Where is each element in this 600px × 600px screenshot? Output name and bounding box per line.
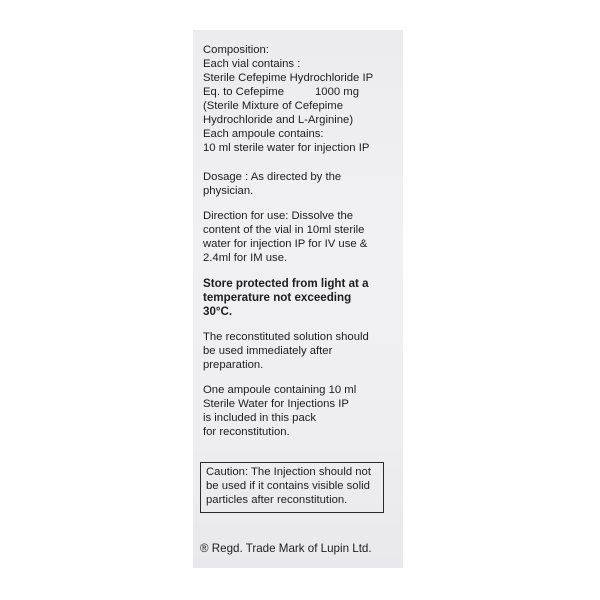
caution-box [200,462,384,513]
ampoule-contents-intro: Each ampoule contains: [203,128,324,140]
direction-line-3: water for injection IP for IV use & [203,238,368,250]
ampoule-note-line-2: Sterile Water for Injections IP [203,398,349,410]
equivalent-label: Eq. to Cefepime [203,86,285,98]
direction-line-2: content of the vial in 10ml sterile [203,224,365,236]
storage-line-3: 30°C. [203,305,233,318]
dosage-line-2: physician. [203,185,254,197]
storage-line-1: Store protected from light at a [203,277,369,290]
reconstituted-line-1: The reconstituted solution should [203,331,369,343]
reconstituted-line-3: preparation. [203,359,264,371]
ampoule-note-line-1: One ampoule containing 10 ml [203,384,357,396]
mixture-line-2: Hydrochloride and L-Arginine) [203,114,354,126]
ampoule-note-section [203,383,399,439]
composition-section [203,43,399,155]
direction-line-1: Direction for use: Dissolve the [203,210,354,222]
storage-warning [203,277,399,319]
equivalent-row [203,85,399,99]
caution-line-2: be used if it contains visible solid [206,480,370,492]
ampoule-note-line-4: for reconstitution. [203,426,290,438]
mixture-line-1: (Sterile Mixture of Cefepime [203,100,344,112]
direction-line-4: 2.4ml for IM use. [203,252,288,264]
dosage-line-1: Dosage : As directed by the [203,171,342,183]
reconstituted-section [203,330,399,372]
ampoule-note-line-3: is included in this pack [203,412,317,424]
dosage-section [203,170,399,198]
trademark-footer: ® Regd. Trade Mark of Lupin Ltd. [200,542,372,555]
composition-heading: Composition: [203,44,269,56]
ampoule-contents: 10 ml sterile water for injection IP [203,142,370,154]
caution-line-1: Caution: The Injection should not [206,466,371,478]
direction-section [203,209,399,265]
equivalent-amount: 1000 mg [315,86,359,98]
vial-contents-intro: Each vial contains : [203,58,301,70]
caution-line-3: particles after reconstitution. [206,494,348,506]
medicine-label-panel [193,30,403,568]
storage-line-2: temperature not exceeding [203,291,352,304]
reconstituted-line-2: be used immediately after [203,345,333,357]
active-ingredient: Sterile Cefepime Hydrochloride IP [203,72,374,84]
